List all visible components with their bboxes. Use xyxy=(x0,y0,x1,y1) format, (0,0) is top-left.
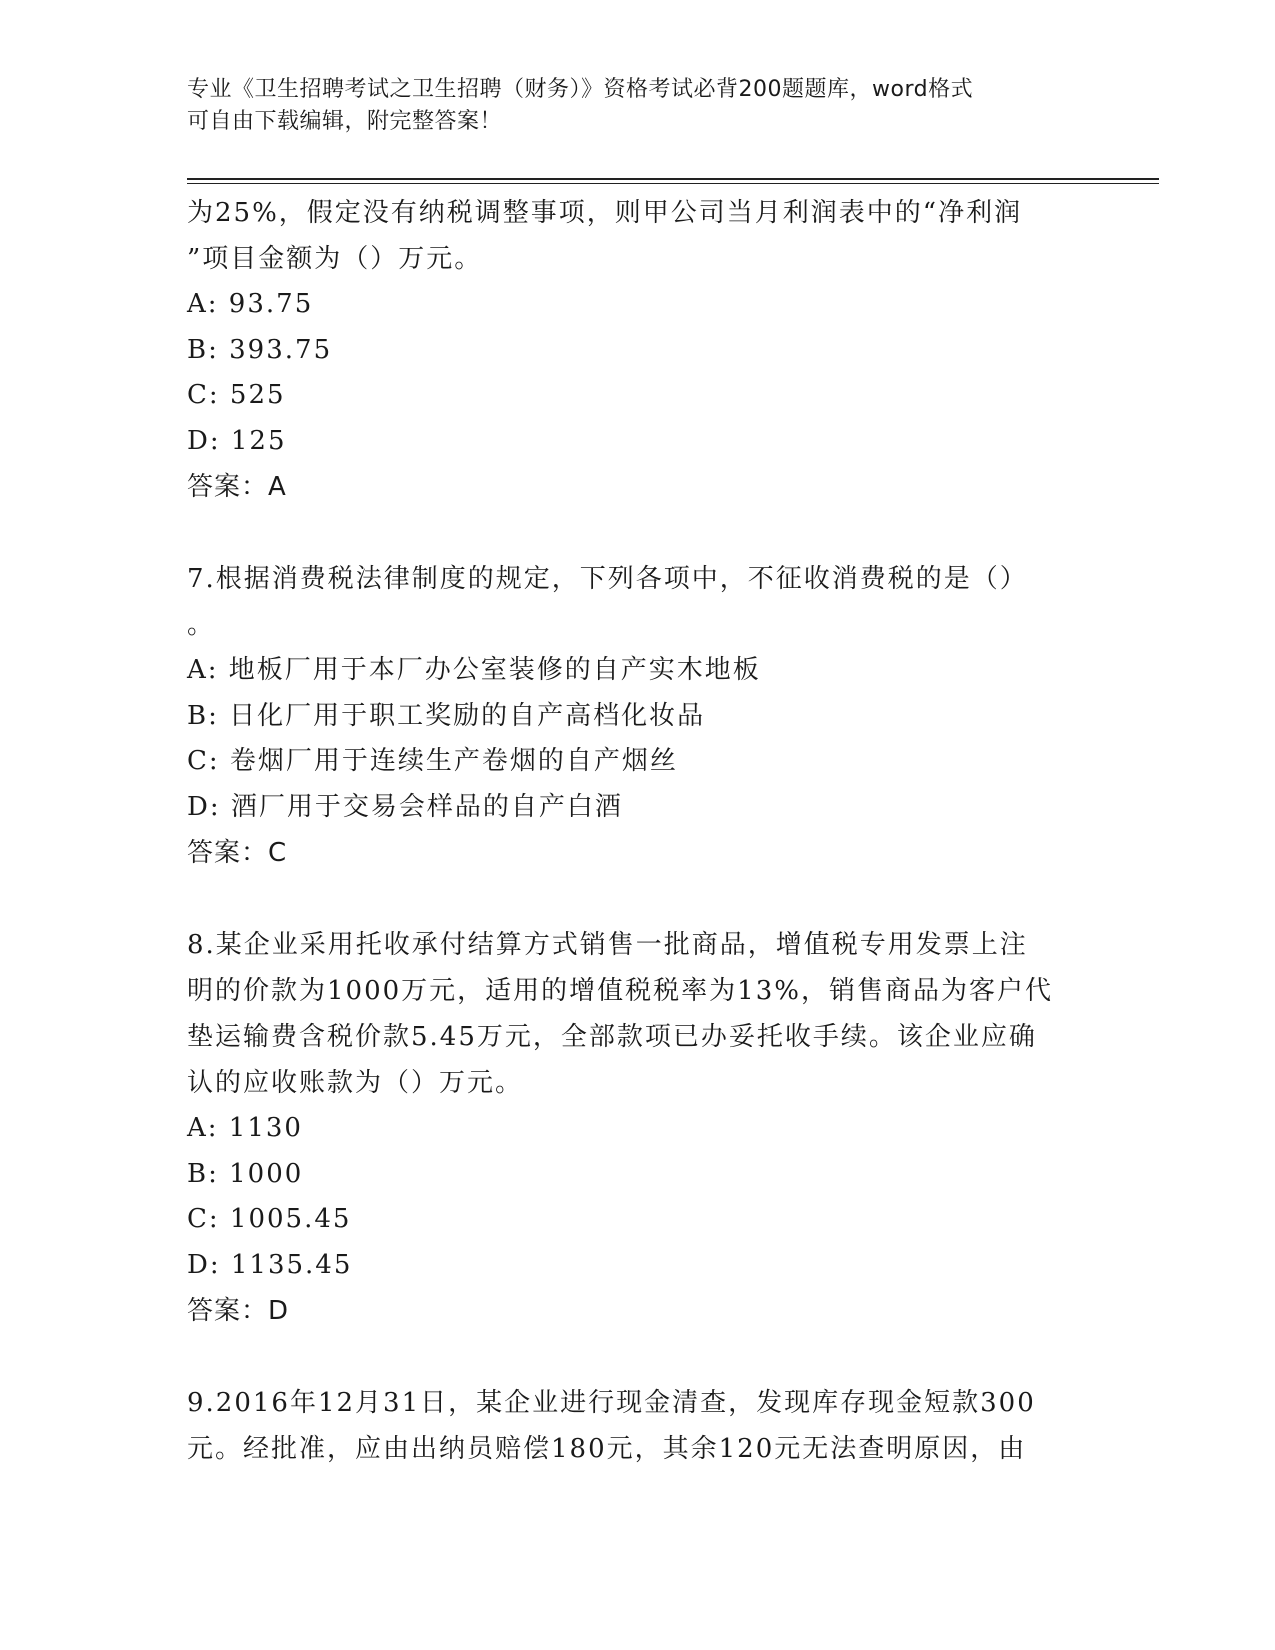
answer-label: 答案：C xyxy=(187,838,288,868)
option-a: A: 地板厂用于本厂办公室装修的自产实木地板 xyxy=(187,655,761,685)
question-7 xyxy=(187,556,1087,876)
header-divider-thick xyxy=(187,178,1159,180)
question-text-line: 垫运输费含税价款5.45万元，全部款项已办妥托收手续。该企业应确 xyxy=(187,1022,1037,1052)
question-text-line: 明的价款为1000万元，适用的增值税税率为13%，销售商品为客户代 xyxy=(187,976,1053,1006)
question-text-line: 元。经批准，应由出纳员赔偿180元，其余120元无法查明原因，由 xyxy=(187,1434,1027,1464)
question-text-line: ”项目金额为（）万元。 xyxy=(187,244,483,274)
question-6 xyxy=(187,190,1087,510)
spacer xyxy=(187,1334,1087,1380)
option-b: B: 日化厂用于职工奖励的自产高档化妆品 xyxy=(187,700,706,731)
question-text-line: 8.某企业采用托收承付结算方式销售一批商品，增值税专用发票上注 xyxy=(187,930,1028,960)
header-divider-thin xyxy=(187,183,1159,184)
spacer xyxy=(187,876,1087,922)
option-a: A: 1130 xyxy=(187,1113,303,1143)
answer-label: 答案：A xyxy=(187,472,287,502)
option-c: C: 卷烟厂用于连续生产卷烟的自产烟丝 xyxy=(187,746,678,776)
document-body xyxy=(187,190,1087,1472)
answer-label: 答案：D xyxy=(187,1296,290,1326)
option-b: B: 1000 xyxy=(187,1158,304,1189)
question-8 xyxy=(187,922,1087,1334)
document-header xyxy=(187,74,1087,138)
spacer xyxy=(187,510,1087,556)
question-text-line: 。 xyxy=(187,610,216,640)
option-d: D: 酒厂用于交易会样品的自产白酒 xyxy=(187,791,623,822)
option-d: D: 1135.45 xyxy=(187,1249,353,1280)
question-9 xyxy=(187,1380,1087,1472)
option-b: B: 393.75 xyxy=(187,334,333,365)
question-text-line: 9.2016年12月31日，某企业进行现金清查，发现库存现金短款300 xyxy=(187,1388,1036,1418)
option-a: A: 93.75 xyxy=(187,289,314,319)
option-c: C: 1005.45 xyxy=(187,1204,352,1234)
question-text-line: 认的应收账款为（）万元。 xyxy=(187,1068,524,1098)
header-line-1: 专业《卫生招聘考试之卫生招聘（财务）》资格考试必背200题题库，word格式 xyxy=(187,77,974,102)
option-d: D: 125 xyxy=(187,425,287,456)
option-c: C: 525 xyxy=(187,380,286,410)
question-text-line: 7.根据消费税法律制度的规定，下列各项中，不征收消费税的是（） xyxy=(187,564,1028,594)
question-text-line: 为25%，假定没有纳税调整事项，则甲公司当月利润表中的“净利润 xyxy=(187,198,1023,228)
header-line-2: 可自由下载编辑，附完整答案！ xyxy=(187,109,503,134)
